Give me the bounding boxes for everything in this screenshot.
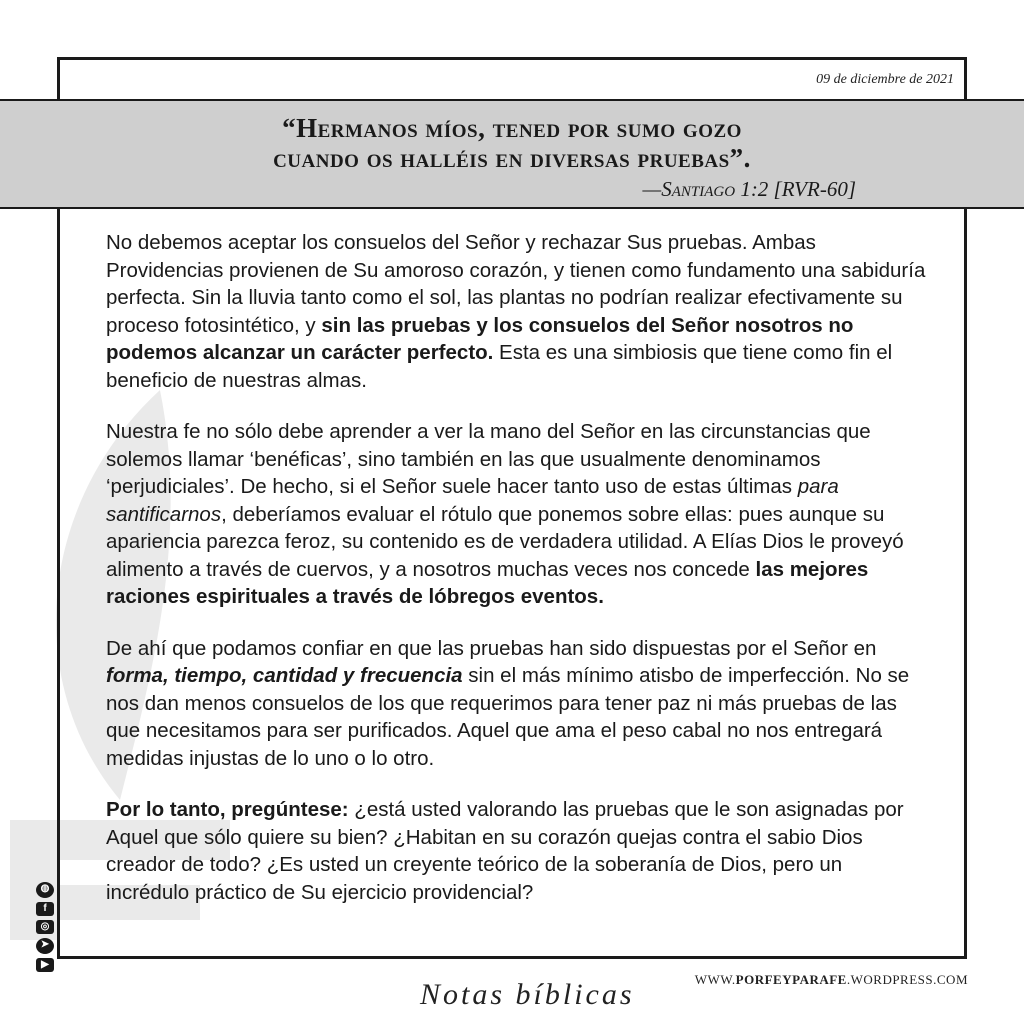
site-suffix: .WORDPRESS.COM [846, 972, 968, 987]
social-icons [36, 882, 56, 972]
globe-icon[interactable]: ◍ [36, 882, 54, 898]
quote-line-1: “Hermanos míos, tened por sumo gozo [282, 113, 742, 143]
reference-verse: 1:2 [RVR-60] [735, 177, 856, 201]
date-label: 09 de diciembre de 2021 [816, 72, 954, 87]
website-link[interactable] [695, 972, 968, 988]
instagram-icon[interactable]: ◎ [36, 920, 54, 934]
p4-emphasis: Por lo tanto, pregúntese: [106, 798, 349, 821]
brand-signature: Notas bíblicas [420, 978, 635, 1011]
p2-text-b: , deberíamos evaluar el rótulo que ponemos sobre ellas: pues aunque su apariencia parezca feroz, su contenido es de verdadera utilidad. A Elías Dios le proveyó alimento a través de cuervos, y a nosotros muchas veces nos concede [106, 502, 904, 581]
facebook-icon[interactable]: f [36, 902, 54, 916]
p3-text-b: sin el más mínimo atisbo de imperfección. No se nos dan menos consuelos de los que requerimos para tener paz ni más pruebas de las que necesitamos para ser purificados. Aquel que ama el peso cabal no nos entregará medidas injustas de lo uno o lo otro. [106, 664, 910, 770]
p2-italic: para santificarnos [106, 475, 839, 526]
paragraph-1 [106, 229, 931, 394]
quote-line-2: cuando os halléis en diversas pruebas”. [273, 143, 751, 173]
p2-text-a: Nuestra fe no sólo debe aprender a ver la mano del Señor en las circunstancias que solemos llamar ‘benéficas’, sino también en las que usualmente denominamos ‘perjudiciales’. De hecho, si el Señor suele hacer tanto uso de estas últimas [106, 420, 871, 498]
p2-emphasis: las mejores raciones espirituales a través de lóbregos eventos. [106, 557, 869, 608]
telegram-icon[interactable]: ➤ [36, 938, 54, 954]
p3-emphasis: forma, tiempo, cantidad y frecuencia [106, 664, 463, 687]
p1-text-a: No debemos aceptar los consuelos del Señor y rechazar Sus pruebas. Ambas Providencias provienen de Su amoroso corazón, y tienen como fundamento una sabiduría perfecta. Sin la lluvia tanto como el sol, las plantas no podrían realizar efectivamente su proceso fotosintético, y [106, 231, 926, 337]
reference-dash: — [642, 177, 662, 201]
youtube-icon[interactable]: ▶ [36, 958, 54, 972]
paragraph-3 [106, 635, 931, 773]
paragraph-2 [106, 418, 931, 611]
quote-reference [643, 177, 856, 202]
paragraph-4 [106, 796, 931, 906]
quote-banner [0, 99, 1024, 209]
p1-emphasis: sin las pruebas y los consuelos del Señor nosotros no podemos alcanzar un carácter perfecto. [106, 313, 854, 364]
article-body [106, 229, 931, 930]
p4-text-a: ¿está usted valorando las pruebas que le son asignadas por Aquel que sólo quiere su bien? ¿Habitan en su corazón quejas contra el sabio Dios creador de todo? ¿Es usted un creyente teórico de la soberanía de Dios, pero un incrédulo práctico de Su ejercicio providencial? [106, 798, 904, 904]
site-name: PORFEYPARAFE [735, 972, 847, 987]
p3-text-a: De ahí que podamos confiar en que las pruebas han sido dispuestas por el Señor en [106, 636, 877, 660]
site-prefix: WWW. [694, 972, 736, 987]
reference-book: Santiago [661, 177, 736, 201]
p1-text-c: Esta es una simbiosis que tiene como fin el beneficio de nuestras almas. [106, 341, 893, 392]
